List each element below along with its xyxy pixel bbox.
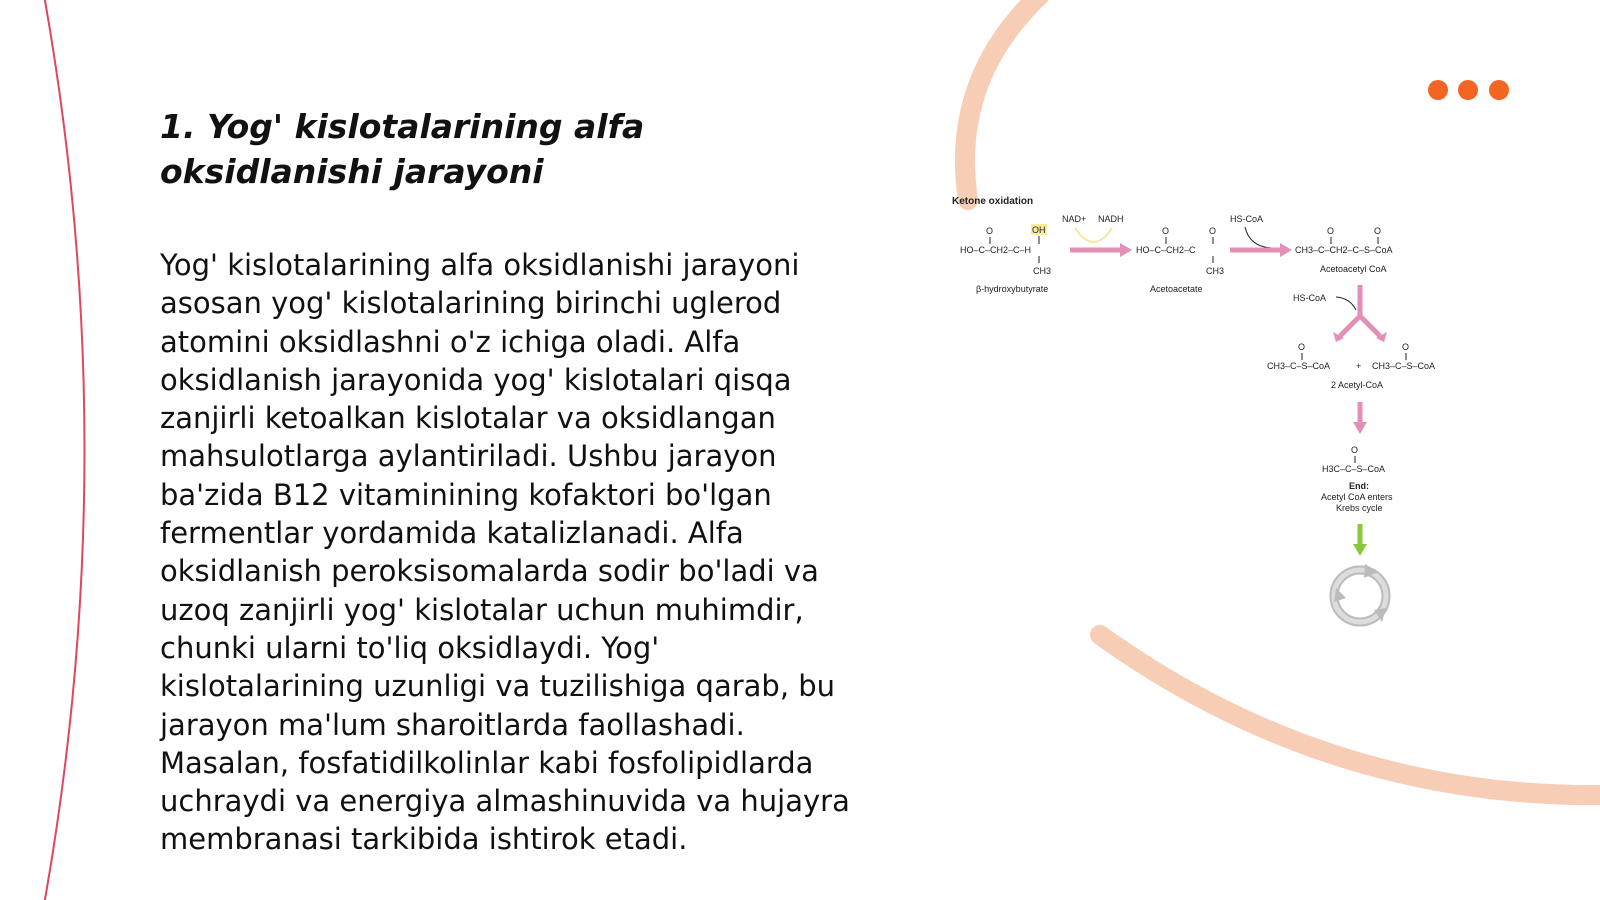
split-arrow-left <box>1340 316 1360 336</box>
nad-label: NAD+ <box>1062 214 1087 224</box>
acacoa-name: Acetoacetyl CoA <box>1320 264 1387 274</box>
down-arrow-green-head <box>1353 544 1367 556</box>
acacoa-formula: CH3–C–CH2–C–S–CoA <box>1295 245 1393 255</box>
plus-sign: + <box>1356 361 1362 371</box>
slide-body-text: Yog' kislotalarining alfa oksidlanishi jarayoni asosan yog' kislotalarining birinchi uglerod atomini oksidlashni o'z ichiga oladi. Alfa oksidlanish jarayonida yog' kislotalari qisqa zanjirli ketoalkan kislotalar va oksidlangan mahsulotlarga aylantiriladi. Ushbu jarayon ba'zida B12 vitaminining kofaktori bo'lgan fermentlar yordamida katalizlanadi. Alfa oksidlanish peroksisomalarda sodir bo'ladi va uzoq zanjirli yog' kislotalar uchun muhimdir, chunki ularni to'liq oksidlaydi. Yog' kislotalarining uzunligi va tuzilishiga qarab, bu jarayon ma'lum sharoitlarda faollashadi. Masalan, fosfatidilkolinlar kabi fosfolipidlarda uchraydi va energiya almashinuvida va hujayra membranasi tarkibida ishtirok etadi. <box>160 248 850 857</box>
aca-carbonyl-o-1: O <box>1162 226 1170 236</box>
peach-arc-top <box>965 0 1040 200</box>
aca-name: Acetoacetate <box>1150 284 1203 294</box>
acacoa-carbonyl-o-2: O <box>1374 226 1382 236</box>
hs-coa-label-1: HS-CoA <box>1230 214 1264 224</box>
single-acetyl-carbonyl-o: O <box>1351 445 1359 455</box>
hs-coa-curve-2 <box>1336 297 1356 310</box>
reaction-arrow-1-head <box>1120 243 1132 257</box>
slide-title: 1. Yog' kislotalarining alfa oksidlanishi jarayoni <box>160 107 645 191</box>
single-acetyl-formula: H3C–C–S–CoA <box>1322 464 1386 474</box>
hs-coa-label-2: HS-CoA <box>1293 293 1327 303</box>
bhb-name: β-hydroxybutyrate <box>976 284 1049 294</box>
peach-arc-bottom <box>1100 635 1600 795</box>
bhb-carbonyl-o: O <box>986 226 994 236</box>
bhb-formula: HO–C–CH2–C–H <box>960 245 1032 255</box>
acetyl-right-carbonyl-o: O <box>1402 342 1410 352</box>
acacoa-carbonyl-o-1: O <box>1327 226 1335 236</box>
krebs-cycle-icon <box>1334 564 1386 622</box>
decor-dot-3 <box>1489 80 1509 100</box>
bhb-oh: OH <box>1032 225 1046 235</box>
diagram-heading: Ketone oxidation <box>952 196 1034 207</box>
aca-formula: HO–C–CH2–C <box>1136 245 1196 255</box>
acetyl-left-formula: CH3–C–S–CoA <box>1267 361 1331 371</box>
end-line-2: Krebs cycle <box>1336 503 1383 513</box>
left-red-curve <box>44 0 85 900</box>
two-acetyl-name: 2 Acetyl-CoA <box>1331 380 1384 390</box>
reaction-arrow-2-head <box>1280 243 1292 257</box>
bhb-ch3: CH3 <box>1033 266 1052 276</box>
split-arrow-right <box>1360 316 1380 336</box>
decor-dot-1 <box>1428 80 1448 100</box>
end-line-1: Acetyl CoA enters <box>1321 492 1393 502</box>
ketone-oxidation-diagram <box>940 190 1480 650</box>
acetyl-left-carbonyl-o: O <box>1298 342 1306 352</box>
aca-carbonyl-o-2: O <box>1209 226 1217 236</box>
decor-dot-2 <box>1458 80 1478 100</box>
end-label: End: <box>1349 481 1369 491</box>
nad-curve <box>1075 228 1112 242</box>
aca-ch3: CH3 <box>1206 266 1225 276</box>
acetyl-right-formula: CH3–C–S–CoA <box>1372 361 1436 371</box>
hs-coa-curve-1 <box>1245 227 1274 248</box>
down-arrow-pink-head <box>1353 422 1367 434</box>
nadh-label: NADH <box>1098 214 1124 224</box>
